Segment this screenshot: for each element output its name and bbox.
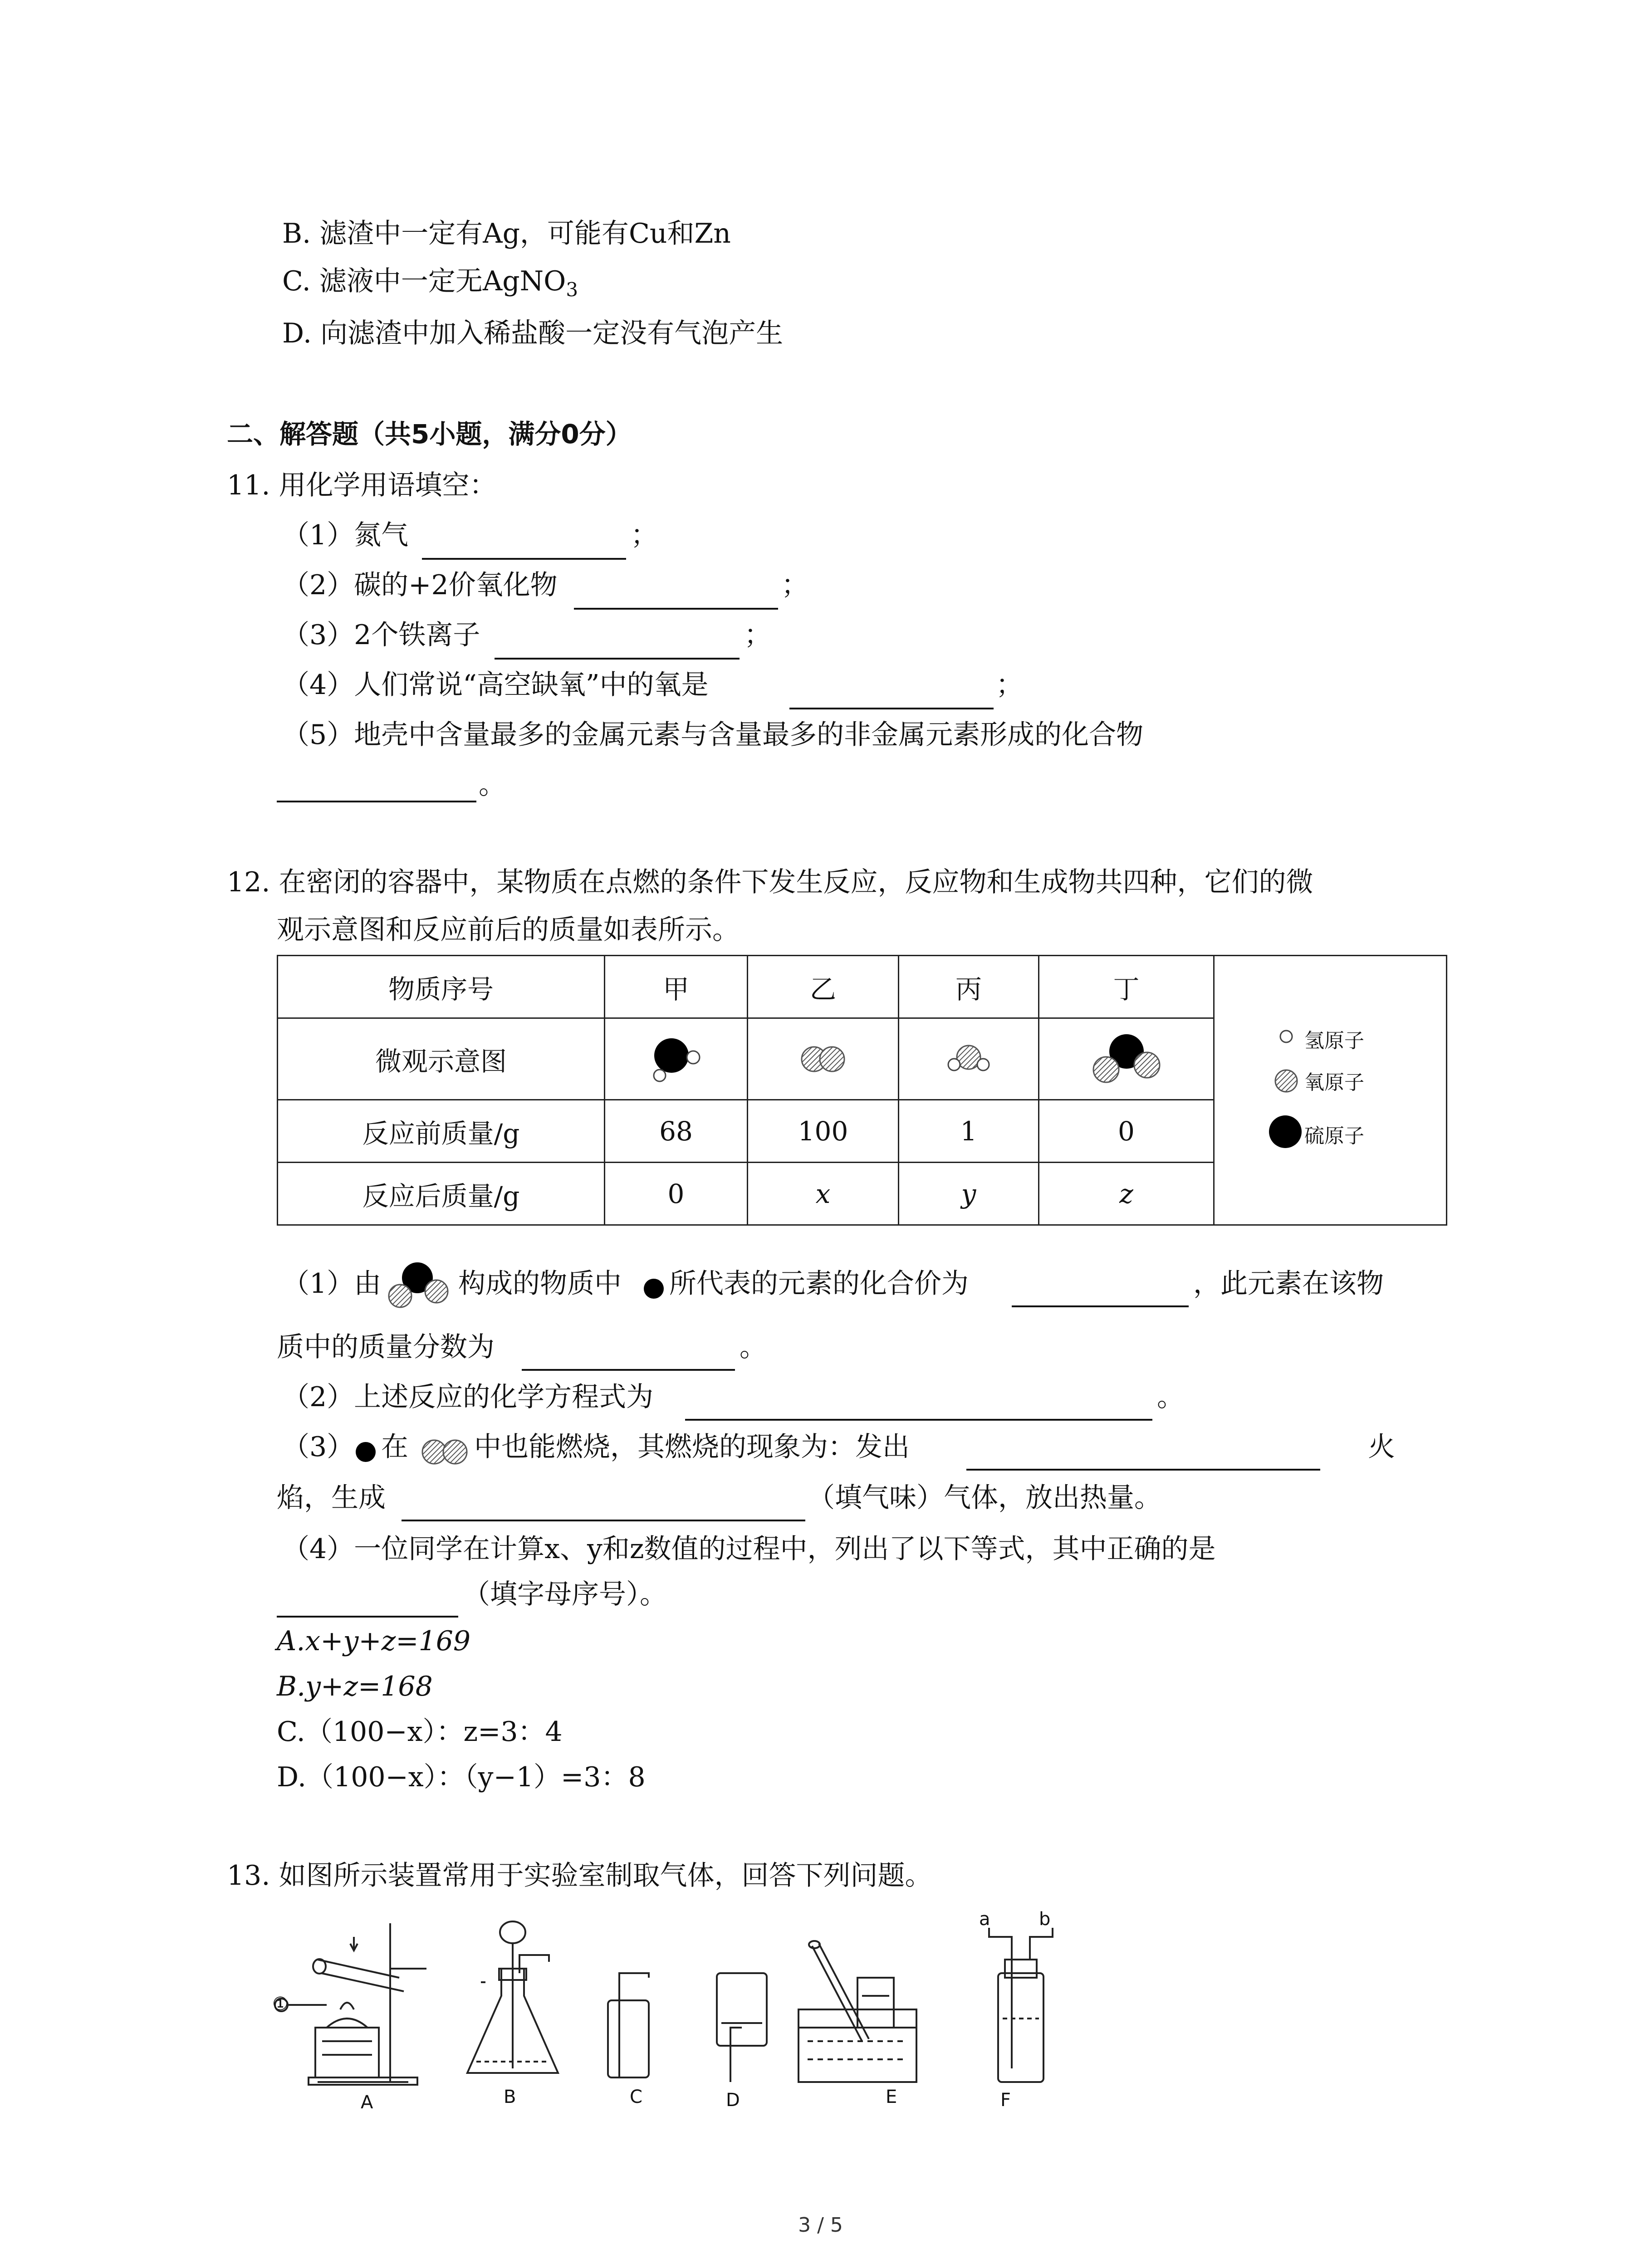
apparatus-marker: ① (272, 1994, 289, 2014)
q12-blank-valence[interactable] (1012, 1305, 1189, 1307)
apparatus-a-icon (275, 1923, 426, 2085)
q12-blank-mass-fraction[interactable] (522, 1369, 735, 1371)
q12-blank-flame[interactable] (966, 1469, 1320, 1471)
so2-inline-icon (381, 1259, 458, 1313)
q11-item-1: （1）氮气 (282, 519, 409, 551)
q12-sub1-f: 。 (740, 1331, 767, 1363)
page-number: 3 / 5 (798, 2214, 843, 2237)
legend-hydrogen: 氢原子 (1304, 1029, 1364, 1052)
so2-molecule-icon (1083, 1030, 1170, 1089)
before-bing: 1 (899, 1100, 1039, 1163)
q12-choice-a: A.x+y+z=169 (277, 1625, 471, 1657)
before-ding: 0 (1039, 1100, 1214, 1163)
h2s-molecule-icon (644, 1032, 708, 1086)
h2o-molecule-icon (937, 1036, 1000, 1082)
q11-item-5: （5）地壳中含量最多的金属元素与含量最多的非金属元素形成的化合物 (282, 719, 1144, 751)
q12-choice-d: D.（100−x）：（y−1）=3：8 (277, 1761, 646, 1793)
label-e: E (886, 2087, 897, 2107)
before-yi: 100 (748, 1100, 899, 1163)
q11-item-3: （3）2个铁离子 (282, 619, 480, 651)
apparatus-d-icon (717, 1973, 767, 2082)
atom-legend (1207, 957, 1443, 1220)
tube-label-b: b (1039, 1909, 1051, 1930)
sulfur-inline-icon-2 (354, 1440, 377, 1464)
option-b: B. 滤渣中一定有Ag，可能有Cu和Zn (282, 218, 731, 249)
before-jia: 68 (605, 1100, 748, 1163)
q12-sub4-end: （填字母序号）。 (463, 1579, 667, 1610)
row-label-before (278, 1100, 605, 1163)
after-jia: 0 (605, 1163, 748, 1225)
oxygen-atom-icon (1270, 1065, 1302, 1097)
header-yi: 乙 (748, 956, 899, 1018)
header-label: 物质序号 (278, 956, 605, 1018)
q11-blank-5[interactable] (277, 801, 476, 802)
row-label-micro: 微观示意图 (278, 1018, 605, 1100)
before-label-text: 反应前质量/g (362, 1118, 520, 1149)
q12-sub1-b: 构成的物质中 (458, 1268, 622, 1300)
label-f: F (1000, 2090, 1011, 2111)
q11-item-2: （2）碳的+2价氧化物 (282, 569, 558, 601)
q12-sub3-c: 中也能燃烧，其燃烧的现象为：发出 (474, 1431, 910, 1463)
option-d: D. 向滤渣中加入稀盐酸一定没有气泡产生 (282, 318, 784, 349)
hydrogen-atom-icon (1275, 1025, 1298, 1048)
header-jia: 甲 (605, 956, 748, 1018)
label-b: B (504, 2087, 516, 2107)
q13-stem: 13. 如图所示装置常用于实验室制取气体，回答下列问题。 (227, 1860, 932, 1892)
q12-sub1-c: 所代表的元素的化合价为 (669, 1268, 969, 1300)
after-ding: z (1039, 1163, 1214, 1225)
q12-sub3-d: 火 (1368, 1431, 1395, 1463)
q11-semicolon-2: ； (781, 569, 808, 601)
q12-blank-choice[interactable] (277, 1616, 458, 1618)
q12-blank-gas[interactable] (402, 1520, 805, 1521)
after-yi: x (748, 1163, 899, 1225)
q12-sub2-end: 。 (1157, 1381, 1184, 1413)
q11-blank-4[interactable] (789, 708, 994, 709)
q11-semicolon-3: ； (744, 619, 771, 651)
q12-sub3-a: （3） (282, 1431, 354, 1463)
q12-choice-c: C.（100−x）：z=3：4 (277, 1716, 563, 1748)
apparatus-f-icon (989, 1928, 1053, 2082)
header-ding: 丁 (1039, 956, 1214, 1018)
q12-sub4: （4）一位同学在计算x、y和z数值的过程中，列出了以下等式，其中正确的是 (282, 1533, 1216, 1565)
q12-sub3-b: 在 (381, 1431, 408, 1463)
q11-semicolon-1: ； (631, 519, 658, 551)
micro-jia (605, 1018, 748, 1100)
label-c: C (630, 2087, 642, 2107)
q12-stem-line1: 12. 在密闭的容器中，某物质在点燃的条件下发生反应，反应物和生成物共四种，它们的微 (227, 866, 1313, 898)
q11-blank-3[interactable] (495, 658, 740, 660)
row-label-after: 反应后质量/g (278, 1163, 605, 1225)
apparatus-c-icon (608, 1973, 649, 2077)
q12-sub1-d: ，此元素在该物 (1193, 1268, 1384, 1300)
q12-blank-equation[interactable] (685, 1419, 1152, 1421)
micro-yi (748, 1018, 899, 1100)
q11-semicolon-4: ； (996, 669, 1023, 701)
option-c-subscript: 3 (566, 279, 578, 301)
q12-sub1-e: 质中的质量分数为 (277, 1331, 495, 1363)
option-c (282, 263, 578, 308)
q12-sub2: （2）上述反应的化学方程式为 (282, 1381, 654, 1413)
q12-sub3-f: （填气味）气体，放出热量。 (808, 1482, 1161, 1514)
q12-sub3-e: 焰，生成 (277, 1482, 386, 1514)
sulfur-atom-icon (1265, 1111, 1306, 1152)
legend-oxygen: 氧原子 (1304, 1071, 1364, 1094)
o2-molecule-icon (791, 1036, 855, 1082)
lab-apparatus-figure (272, 1905, 1098, 2141)
q12-choice-b: B.y+z=168 (277, 1671, 433, 1702)
after-bing: y (899, 1163, 1039, 1225)
o2-inline-icon (415, 1436, 474, 1467)
q12-stem-line2: 观示意图和反应前后的质量如表所示。 (277, 914, 740, 946)
micro-ding (1039, 1018, 1214, 1100)
label-a: A (361, 2092, 373, 2113)
label-d: D (726, 2090, 740, 2111)
tube-label-a: a (979, 1909, 990, 1930)
q12-sub1-a: （1）由 (282, 1268, 382, 1300)
q11-period: 。 (479, 769, 506, 801)
q11-stem: 11. 用化学用语填空： (227, 469, 497, 501)
q11-blank-2[interactable] (574, 608, 778, 610)
micro-bing (899, 1018, 1039, 1100)
q11-item-4: （4）人们常说“高空缺氧”中的氧是 (282, 669, 709, 701)
apparatus-b-icon (467, 1921, 558, 2073)
apparatus-e-icon (798, 1941, 916, 2082)
q11-blank-1[interactable] (422, 558, 626, 560)
header-bing: 丙 (899, 956, 1039, 1018)
option-c-text: C. 滤液中一定无AgNO (282, 265, 566, 297)
section-title: 二、解答题（共5小题，满分0分） (227, 419, 632, 450)
legend-sulfur: 硫原子 (1304, 1124, 1364, 1148)
sulfur-inline-icon (642, 1277, 666, 1300)
